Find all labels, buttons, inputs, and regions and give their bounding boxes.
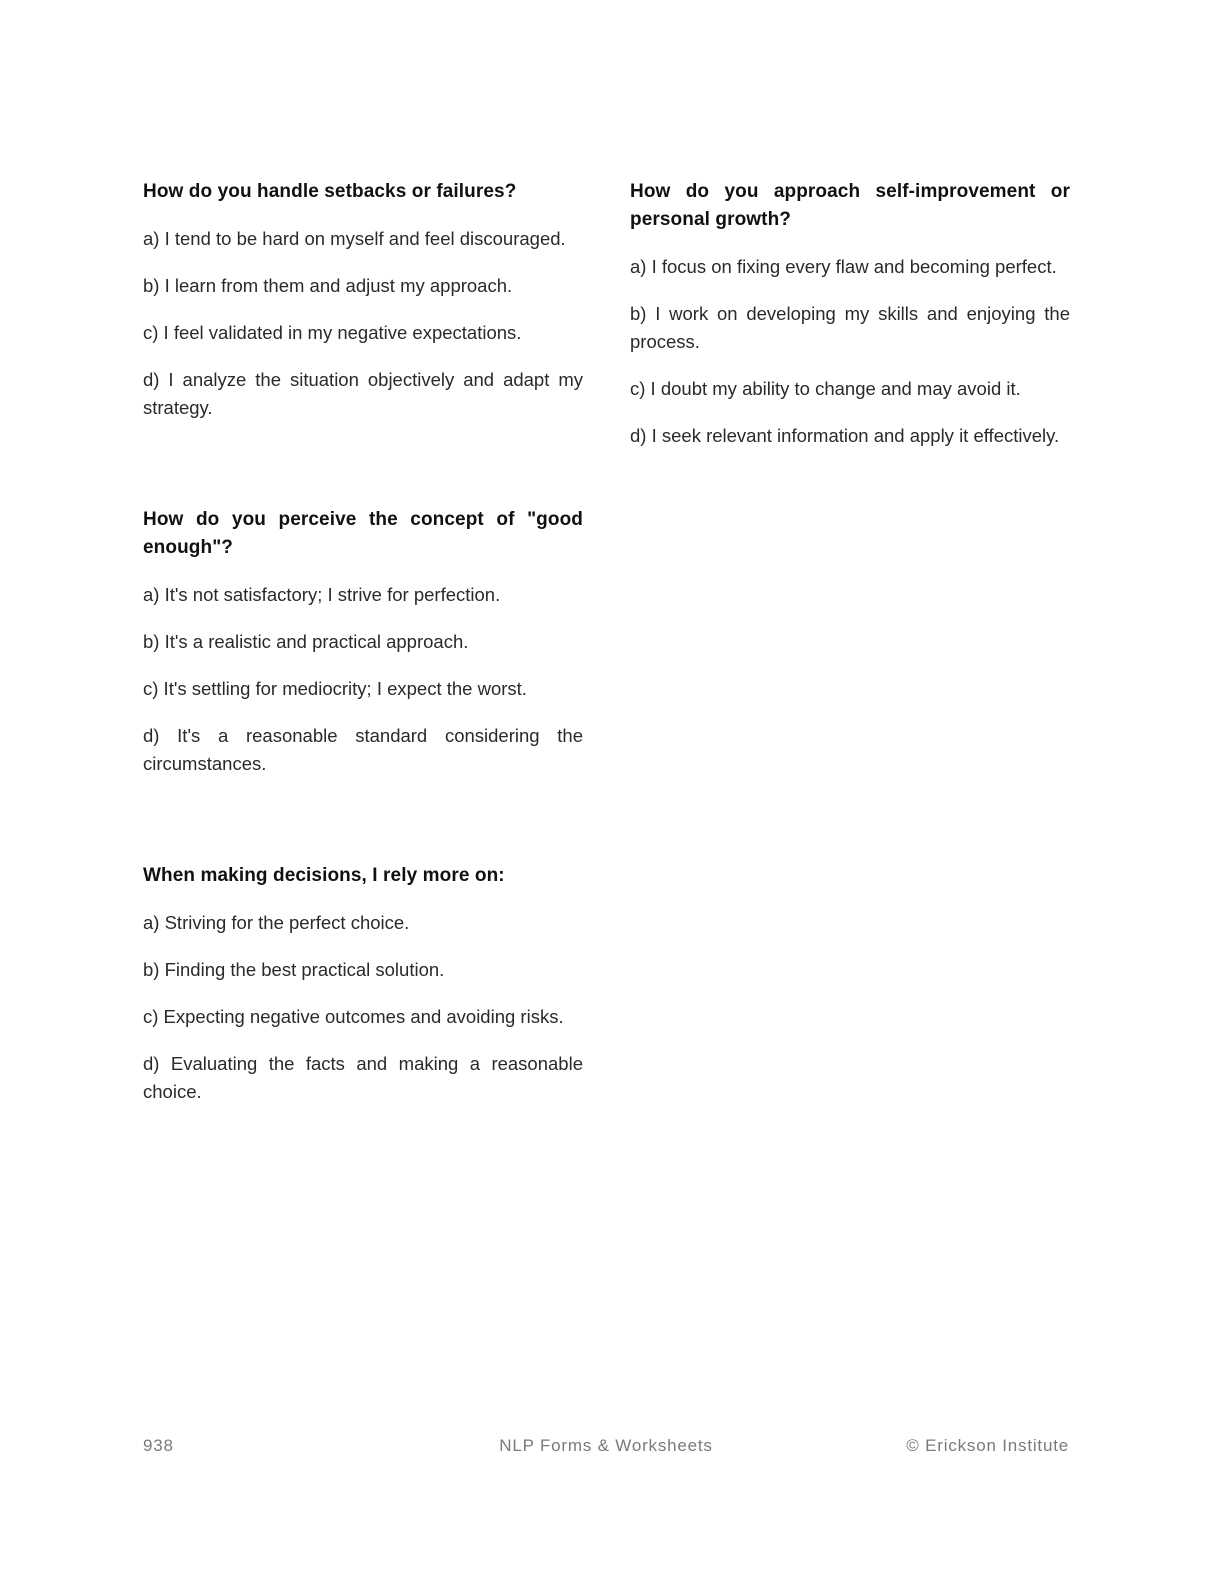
question-title: When making decisions, I rely more on: [143, 865, 505, 886]
option-b: b) I work on developing my skills and enjoying the process. [630, 303, 1070, 352]
question-self-improvement [630, 178, 1070, 450]
question-decisions [143, 862, 583, 1106]
question-setbacks [143, 178, 583, 422]
book-title: NLP Forms & Worksheets [499, 1436, 713, 1455]
option-a: a) It's not satisfactory; I strive for perfection. [143, 584, 501, 605]
page-footer [143, 1436, 1069, 1460]
option-c: c) I doubt my ability to change and may avoid it. [630, 378, 1021, 399]
option-d: d) I analyze the situation objectively and adapt my strategy. [143, 369, 583, 418]
question-title: How do you perceive the concept of "good enough"? [143, 509, 583, 558]
question-title: How do you approach self-improvement or personal growth? [630, 181, 1070, 230]
question-title: How do you handle setbacks or failures? [143, 181, 517, 202]
option-b: b) It's a realistic and practical approach. [143, 631, 469, 652]
option-d: d) I seek relevant information and apply it effectively. [630, 425, 1060, 446]
option-b: b) I learn from them and adjust my approach. [143, 275, 513, 296]
copyright-notice: © Erickson Institute [906, 1436, 1069, 1455]
option-b: b) Finding the best practical solution. [143, 959, 445, 980]
option-c: c) Expecting negative outcomes and avoiding risks. [143, 1006, 564, 1027]
option-c: c) I feel validated in my negative expectations. [143, 322, 522, 343]
page-number: 938 [143, 1436, 174, 1455]
option-a: a) I tend to be hard on myself and feel discouraged. [143, 228, 566, 249]
option-a: a) Striving for the perfect choice. [143, 912, 410, 933]
question-good-enough [143, 506, 583, 778]
left-column [143, 178, 583, 1190]
option-a: a) I focus on fixing every flaw and becoming perfect. [630, 256, 1057, 277]
right-column [630, 178, 1070, 534]
option-d: d) It's a reasonable standard considering the circumstances. [143, 725, 583, 774]
option-c: c) It's settling for mediocrity; I expect the worst. [143, 678, 527, 699]
option-d: d) Evaluating the facts and making a reasonable choice. [143, 1053, 583, 1102]
